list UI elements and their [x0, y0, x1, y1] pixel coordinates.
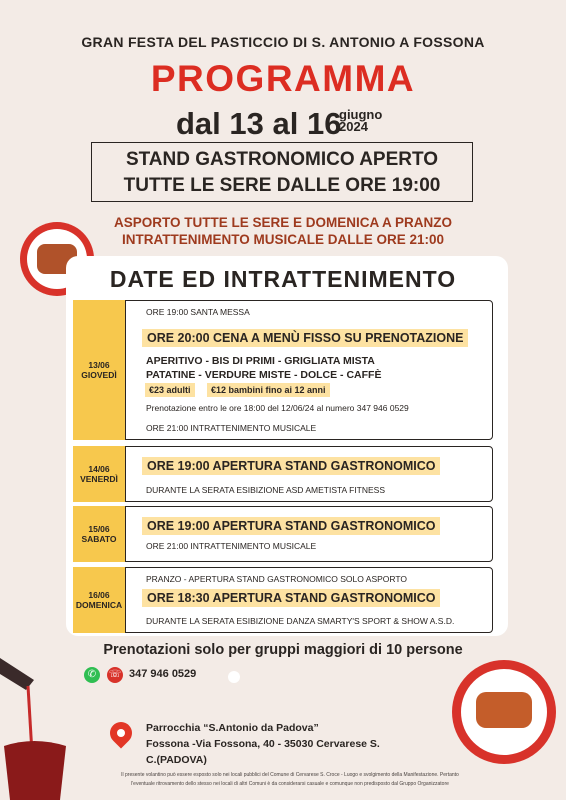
day-weekday: SABATO — [81, 534, 117, 544]
day-card — [125, 506, 493, 562]
address — [146, 720, 406, 768]
day-card — [125, 300, 493, 440]
day-row-13 — [73, 300, 493, 440]
address-line2: Fossona -Via Fossona, 40 - 35030 Cervarese S. — [146, 738, 380, 750]
day-date: 14/06 — [88, 464, 110, 474]
menu-line1: APERITIVO - BIS DI PRIMI - GRIGLIATA MISTA — [146, 355, 375, 367]
address-line1: Parrocchia “S.Antonio da Padova” — [146, 722, 319, 734]
day-date: 15/06 — [88, 524, 110, 534]
day-label — [73, 567, 125, 633]
day-card — [125, 446, 493, 502]
day-weekday: GIOVEDÌ — [81, 370, 117, 380]
month: giugno — [339, 107, 383, 122]
day-label — [73, 446, 125, 502]
asporto-info — [0, 214, 566, 248]
decorative-dot — [228, 671, 240, 683]
day-label — [73, 506, 125, 562]
highlight-text: ORE 19:00 APERTURA STAND GASTRONOMICO — [142, 457, 440, 475]
stand-line2: TUTTE LE SERE DALLE ORE 19:00 — [123, 175, 441, 196]
year: 2024 — [339, 119, 368, 134]
month-year — [339, 109, 382, 133]
music-text: ORE 21:00 INTRATTENIMENTO MUSICALE — [146, 423, 317, 433]
event-dates — [176, 106, 383, 142]
address-line3: C.(PADOVA) — [146, 754, 207, 766]
music-text: ORE 21:00 INTRATTENIMENTO MUSICALE — [146, 541, 317, 551]
section-title: DATE ED INTRATTENIMENTO — [109, 266, 457, 292]
day-row-14 — [73, 446, 493, 502]
stand-box — [91, 142, 473, 202]
phone-icon: ☏ — [107, 667, 123, 683]
day-date: 16/06 — [88, 590, 110, 600]
date-range: dal 13 al 16 — [176, 106, 342, 141]
mass-text: ORE 19:00 SANTA MESSA — [146, 307, 250, 317]
day-card — [125, 567, 493, 633]
price-children: €12 bambini fino ai 12 anni — [207, 383, 330, 397]
footer-line1: Il presente volantino può essere esposto solo nei locali pubblici del Comune di Cervarese S. Croce - Luogo e svolgimento della Manifestazione. Pertanto — [121, 772, 459, 778]
asporto-line2: INTRATTENIMENTO MUSICALE DALLE ORE 21:00 — [121, 232, 445, 247]
page-title: PROGRAMMA — [150, 58, 416, 99]
price-adults: €23 adulti — [145, 383, 195, 397]
highlight-text: ORE 18:30 APERTURA STAND GASTRONOMICO — [142, 589, 440, 607]
menu-line2: PATATINE - VERDURE MISTE - DOLCE - CAFFÈ — [146, 369, 382, 381]
day-row-16 — [73, 567, 493, 633]
show-text: DURANTE LA SERATA ESIBIZIONE DANZA SMARTY'S SPORT & SHOW A.S.D. — [146, 616, 455, 626]
event-name: GRAN FESTA DEL PASTICCIO DI S. ANTONIO A FOSSONA — [81, 34, 485, 50]
group-booking-note: Prenotazioni solo per gruppi maggiori di 10 persone — [103, 642, 463, 658]
whatsapp-icon: ✆ — [84, 667, 100, 683]
lasagna-plate-image — [452, 660, 556, 764]
footer-line2: l'eventuale ritrovamento dello stesso nei locali di altri Comuni è da considerarsi casuale e comunque non predisposto dal Gruppo Organizzatore — [131, 781, 449, 787]
lunch-text: PRANZO - APERTURA STAND GASTRONOMICO SOLO ASPORTO — [146, 574, 408, 584]
highlight-text: ORE 20:00 CENA A MENÙ FISSO SU PRENOTAZIONE — [142, 329, 468, 347]
day-label — [73, 300, 125, 440]
day-weekday: VENERDÌ — [80, 474, 118, 484]
stand-line1: STAND GASTRONOMICO APERTO — [125, 149, 439, 170]
day-row-15 — [73, 506, 493, 562]
highlight-text: ORE 19:00 APERTURA STAND GASTRONOMICO — [142, 517, 440, 535]
day-date: 13/06 — [88, 360, 110, 370]
footer-disclaimer — [60, 771, 520, 789]
booking-text: Prenotazione entro le ore 18:00 del 12/06/24 al numero 347 946 0529 — [146, 403, 409, 413]
phone-number[interactable]: 347 946 0529 — [129, 668, 197, 680]
asporto-line1: ASPORTO TUTTE LE SERE E DOMENICA A PRANZO — [113, 215, 453, 230]
location-pin-icon — [105, 717, 136, 748]
show-text: DURANTE LA SERATA ESIBIZIONE ASD AMETISTA FITNESS — [146, 485, 386, 495]
day-weekday: DOMENICA — [75, 600, 123, 610]
